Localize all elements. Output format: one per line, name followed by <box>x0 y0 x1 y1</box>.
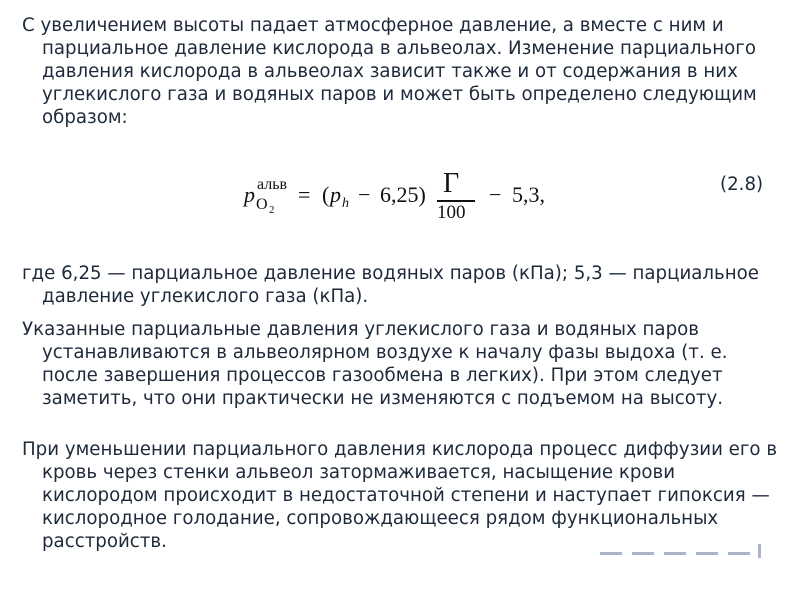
equation-number: (2.8) <box>720 174 764 195</box>
slide-decoration-bar-5 <box>728 552 750 555</box>
formula-equals: = <box>298 182 311 207</box>
paragraph-intro: С увеличением высоты падает атмосферное давление, а вместе с ним и парциальное давление кислорода в альвеолах. Изменение парциального давления кислорода в альвеолах зависит также и от содержания в них углекислого газа и водяных паров и может быть определено следующим образом: <box>22 15 757 128</box>
slide-decoration-tick <box>758 544 761 558</box>
formula-open-paren: ( <box>322 182 330 207</box>
paragraph-where: где 6,25 — парциальное давление водяных паров (кПа); 5,3 — парциальное давление углекислого газа (кПа). <box>22 263 759 307</box>
formula-const-2: 5,3, <box>512 182 545 207</box>
formula-numerator: Г <box>443 168 460 199</box>
formula-const-1: 6,25) <box>380 182 426 207</box>
slide-decoration-bar-2 <box>632 552 654 555</box>
slide-decoration-bar-3 <box>664 552 686 555</box>
paragraph-note: Указанные парциальные давления углекислого газа и водяных паров устанавливаются в альвеолярном воздухе к началу фазы выдоха (т. е. после завершения процессов газообмена в легких). При этом следует заметить, что они практически не изменяются с подъемом на высоту. <box>22 319 728 409</box>
formula-minus-2: − <box>489 182 502 207</box>
formula-ph: p <box>330 182 341 207</box>
slide-decoration-bar-1 <box>600 552 622 555</box>
formula-p: p <box>244 182 255 207</box>
formula-minus-1: − <box>358 182 371 207</box>
formula-2-8 <box>244 168 584 224</box>
formula-denominator: 100 <box>437 202 466 223</box>
formula-subscript-2: 2 <box>269 204 275 216</box>
formula-ph-subscript: h <box>342 196 349 211</box>
paragraph-hypoxia: При уменьшении парциального давления кислорода процесс диффузии его в кровь через стенки альвеол затормаживается, насыщение крови кислородом происходит в недостаточной степени и наступает гипоксия — кислородное голодание, сопровождающееся рядом функциональных расстройств. <box>22 439 778 552</box>
slide-decoration-bar-4 <box>696 552 718 555</box>
formula-subscript-o: O <box>256 196 268 213</box>
formula-superscript: альв <box>257 176 288 193</box>
